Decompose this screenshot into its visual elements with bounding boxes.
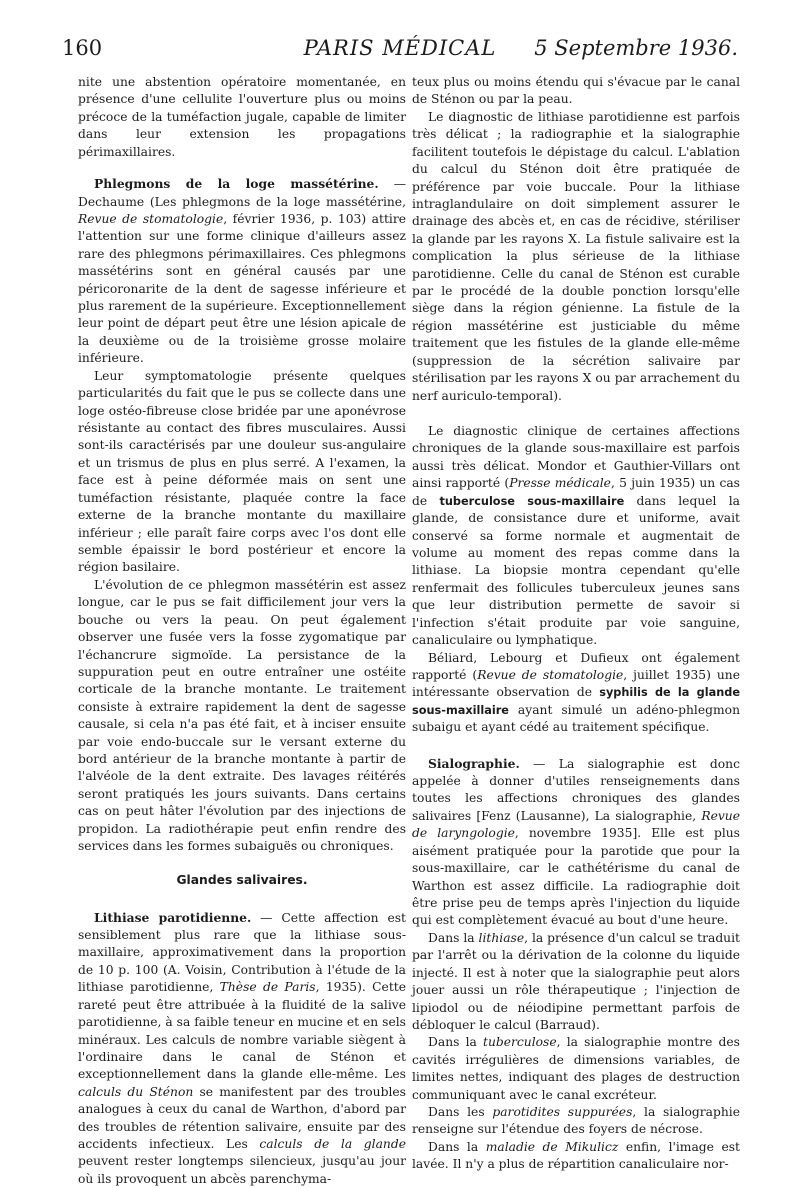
paragraph-phlegmons [78,175,406,368]
left-column [78,74,406,1188]
text-run: dans lequel la glande, de consistance dure et uniforme, avait conservé sa forme normale et augmentait de volume au moment des repas comme dans la lithiase. La biopsie montra cependant qu'elle renfermait des follicules tuberculeux jeunes sans que leur distribution permette de savoir si l'infection s'était produite par voie sanguine, canaliculaire ou lymphatique. [412,493,740,648]
paragraph: teux plus ou moins étendu qui s'évacue par le canal de Sténon ou par la peau. [412,75,740,107]
text-run: , 5 juin 1935) un cas de [412,476,740,508]
text-run: Dans la [428,1139,486,1154]
citation: Presse médicale [509,476,611,491]
paragraph: nite une abstention opératoire momentanée, en présence d'une cellulite l'ouverture plus ou moins précoce de la tuméfaction jugale, capable de limiter dans leur extension les propagations périmaxillaires. [78,75,406,159]
paragraph: Le diagnostic de lithiase parotidienne est parfois très délicat ; la radiographie et la sialographie facilitent toutefois le dépistage du calcul. L'ablation du calcul du Sténon doit être pratiquée de préférence par voie buccale. Pour la lithiase intraglandulaire on doit simplement assurer le drainage des abcès et, en cas de récidive, stériliser la glande par les rayons X. La fistule salivaire est la complication la plus sérieuse de la lithiase parotidienne. Celle du canal de Sténon est curable par le procédé de la double ponction lorsqu'elle siège dans la région génienne. La fistule de la région massétérine est justiciable du même traitement que les fistules de la glande elle-même (suppression de la sécrétion salivaire par stérilisation par les rayons X ou par arrachement du nerf auriculo-temporal). [412,109,740,403]
text-run: , la présence d'un calcul se traduit par l'arrêt ou la dérivation de la colonne du liquide injecté. Il est à noter que la sialographie peut alors jouer aussi un rôle thérapeutique ; l'injection de lipiodol ou de néiodipine permettant parfois de débloquer le calcul (Barraud). [412,930,740,1032]
text-run: se manifestent par des troubles analogues à ceux du canal de Warthon, d'abord par des troubles de rétention salivaire, ensuite par des accidents infectieux. Les [78,1084,406,1152]
text-run: , novembre 1935]. Elle est plus aisément pratiquée pour la parotide que pour la sous-maxillaire, car le cathétérisme du canal de Warthon est assez difficile. La radiographie doit être prise peu de temps après l'injection du liquide qui est complètement évacué au bout d'une heure. [412,826,740,928]
text-run: — La sialographie est donc appelée à donner d'utiles renseignements dans toutes les affections chroniques des glandes salivaires [Fenz (Lausanne), La sialographie, [412,756,740,823]
emphasis: calculs de la glande [259,1137,406,1152]
emphasis: maladie de Mikulicz [485,1139,619,1154]
citation: Thèse de Paris [219,980,316,995]
text-run: , juillet 1935) une intéressante observation de [412,667,740,700]
text-run: , la sialographie renseigne sur l'étendue des foyers de nécrose. [412,1105,740,1137]
run-in-heading: Phlegmons de la loge massétérine. [94,176,379,192]
issue-date: 5 Septembre 1936. [534,36,738,60]
paragraph-syphilis [412,650,740,737]
text-run: Dans les [428,1105,493,1120]
run-in-heading: Lithiase parotidienne. [94,909,252,925]
text-run: — Dechaume (Les phlegmons de la loge massétérine, [78,177,406,209]
emphasis: lithiase [478,930,525,945]
text-run: Béliard, Lebourg et Dufieux ont également rapporté ( [412,650,740,682]
emphasis: tuberculose [483,1035,557,1050]
right-column [412,74,740,1174]
paragraph [412,1139,740,1174]
citation: Revue de stomatologie [78,211,224,226]
emphasis: parotidites suppurées [492,1105,633,1120]
journal-title: PARIS MÉDICAL [303,36,497,60]
emphasis: calculs du Sténon [78,1084,194,1099]
paragraph: Leur symptomatologie présente quelques particularités du fait que le pus se collecte dans une loge ostéo-fibreuse close bridée par une aponévrose résistante au contact des fibres musculaires. Aussi sont-ils caractérisés par une douleur sus-angulaire et un trismus de plus en plus serré. A l'examen, la face est à peine déformée mais on sent une tuméfaction résistante, plaquée contre la face externe de la branche montante du maxillaire inférieur ; elle paraît faire corps avec l'os dont elle semble épaissir le bord postérieur et encore la région basilaire. [78,368,406,575]
highlight-term: tuberculose sous-maxillaire [439,494,625,508]
citation: Revue de laryngologie [412,808,740,841]
paragraph-lithiase [78,909,406,1188]
text-run: — Cette affection est sensiblement plus rare que la lithiase sous-maxillaire, approximativement dans la proportion de 10 p. 100 (A. Voisin, Contribution à l'étude de la lithiase parotidienne, [78,910,406,995]
text-run: Dans la [428,930,479,945]
run-in-heading: Sialographie. [428,755,520,771]
paragraph: L'évolution de ce phlegmon massétérin est assez longue, car le pus se fait difficilement jour vers la bouche ou vers la peau. On peut également observer une fusée vers la fosse zygomatique par l'échancrure sigmoïde. La persistance de la suppuration peut en outre entraîner une ostéite corticale de la branche montante. Le traitement consiste à extraire rapidement la dent de sagesse causale, si cela n'a pas été fait, et à inciser ensuite par voie endo-buccale sur le versant externe du bord antérieur de la branche montante à partir de l'alvéole de la dent extraite. Des lavages réitérés seront pratiqués les jours suivants. Dans certains cas on peut hâter l'évolution par des injections de propidon. La radiothérapie peut enfin rendre des services dans les formes subaiguës ou chroniques. [78,577,406,854]
paragraph-sialographie [412,755,740,930]
text-run: Le diagnostic clinique de certaines affections chroniques de la glande sous-maxillaire est parfois aussi très délicat. Mondor et Gauthier-Villars ont ainsi rapporté ( [412,424,740,491]
paragraph [412,1104,740,1139]
paragraph [412,1034,740,1104]
text-run: , la sialographie montre des cavités irrégulières de dimensions variables, de limites nettes, indiquant des plages de destruction communiquant avec le canal excréteur. [412,1035,740,1102]
highlight-term: syphilis de la glande sous-maxillaire [412,686,740,717]
paragraph [412,930,740,1035]
text-run: ayant simulé un adéno-phlegmon subaigu et ayant cédé au traitement spécifique. [412,702,740,735]
page-number: 160 [62,36,103,60]
text-run: enfin, l'image est lavée. Il n'y a plus de répartition canaliculaire nor- [412,1139,740,1172]
text-run: , 1935). Cette rareté peut être attribuée à la fluidité de la salive parotidienne, à sa faible teneur en mucine et en sels minéraux. Les calculs de nombre variable siègent à l'ordinaire dans le canal de Sténon et exceptionnellement dans la glande elle-même. Les [78,980,406,1082]
text-run: Dans la [428,1035,484,1050]
paragraph-tuberculose [412,423,740,649]
section-heading: Glandes salivaires. [176,872,308,887]
text-run: peuvent rester longtemps silencieux, jusqu'au jour où ils provoquent un abcès parenchyma- [78,1154,406,1186]
citation: Revue de stomatologie [477,667,624,682]
text-run: , février 1936, p. 103) attire l'attention sur une forme clinique d'ailleurs assez rare des phlegmons périmaxillaires. Ces phlegmons massétérins sont en général causés par une péricoronarite de la dent de sagesse inférieure et plus rarement de la supérieure. Exceptionnellement leur point de départ peut être une lésion apicale de la deuxième ou de la troisième grosse molaire inférieure. [78,211,406,366]
page-header [62,36,738,68]
